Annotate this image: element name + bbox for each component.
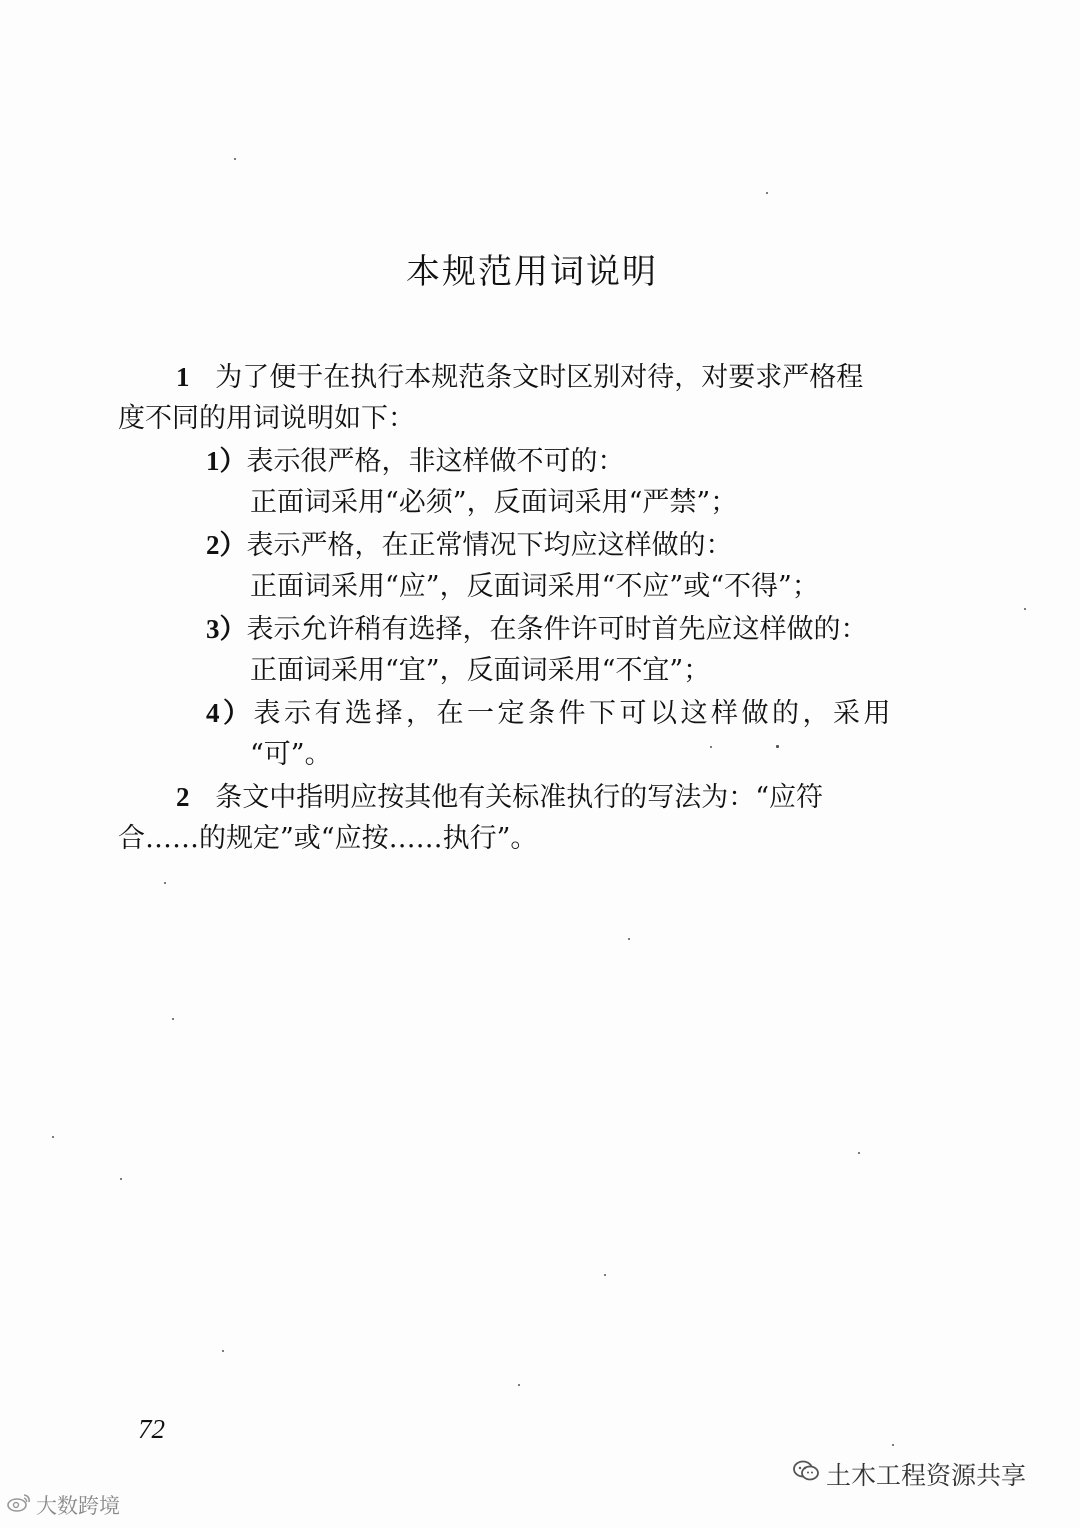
item-1-number: 1） xyxy=(206,446,247,476)
item-3-number: 3） xyxy=(206,614,247,644)
watermark-wechat-text: 土木工程资源共享 xyxy=(826,1461,1027,1490)
scan-speck xyxy=(234,158,236,160)
page-number: 72 xyxy=(138,1414,165,1444)
paragraph-2-line-2: 合……的规定”或“应按……执行”。 xyxy=(118,823,538,854)
item-2-line-2: 正面词采用“应”，反面词采用“不应”或“不得”； xyxy=(250,571,819,602)
item-1-line-1 xyxy=(206,440,625,483)
watermark-weibo xyxy=(6,1490,120,1520)
watermark-weibo-text: 大数跨境 xyxy=(36,1494,120,1518)
item-1-text: 表示很严格，非这样做不可的： xyxy=(246,446,625,477)
scan-speck xyxy=(604,1274,606,1276)
scan-speck xyxy=(172,1018,174,1020)
scan-speck xyxy=(766,192,768,194)
paragraph-1-line-1 xyxy=(176,356,863,399)
paragraph-2-line-1 xyxy=(176,776,823,819)
paragraph-1-text: 为了便于在执行本规范条文时区别对待，对要求严格程 xyxy=(215,362,864,393)
wechat-icon xyxy=(792,1459,820,1489)
scan-speck xyxy=(222,1350,224,1352)
scan-speck xyxy=(1024,608,1026,610)
scan-speck xyxy=(518,1384,520,1386)
watermark-wechat xyxy=(792,1456,1026,1492)
paragraph-1-line-2: 度不同的用词说明如下： xyxy=(118,403,415,434)
item-4-text: 表示有选择，在一定条件下可以这样做的，采用 xyxy=(253,698,894,729)
item-4-line-2: “可”。 xyxy=(250,739,332,770)
paragraph-2-number: 2 xyxy=(176,782,190,812)
item-3-line-2: 正面词采用“宜”，反面词采用“不宜”； xyxy=(250,655,711,686)
paragraph-2-text: 条文中指明应按其他有关标准执行的写法为：“应符 xyxy=(215,782,824,813)
item-3-text: 表示允许稍有选择，在条件许可时首先应这样做的： xyxy=(246,614,868,645)
scan-speck xyxy=(120,1178,122,1180)
item-4-number: 4） xyxy=(206,698,254,728)
scan-speck xyxy=(628,938,630,940)
scan-speck xyxy=(892,1444,894,1446)
item-4-line-1 xyxy=(206,692,894,735)
weibo-icon xyxy=(6,1492,32,1519)
item-2-line-1 xyxy=(206,524,733,567)
scan-speck xyxy=(776,745,779,748)
paragraph-1-number: 1 xyxy=(176,362,190,392)
item-1-line-2: 正面词采用“必须”，反面词采用“严禁”； xyxy=(250,487,738,518)
item-2-text: 表示严格，在正常情况下均应这样做的： xyxy=(246,530,733,561)
scan-speck xyxy=(710,746,712,748)
page-title: 本规范用词说明 xyxy=(406,252,658,292)
item-3-line-1 xyxy=(206,608,868,651)
item-2-number: 2） xyxy=(206,530,247,560)
scan-speck xyxy=(52,1136,54,1138)
scan-speck xyxy=(858,1152,860,1154)
scan-speck xyxy=(164,882,166,884)
